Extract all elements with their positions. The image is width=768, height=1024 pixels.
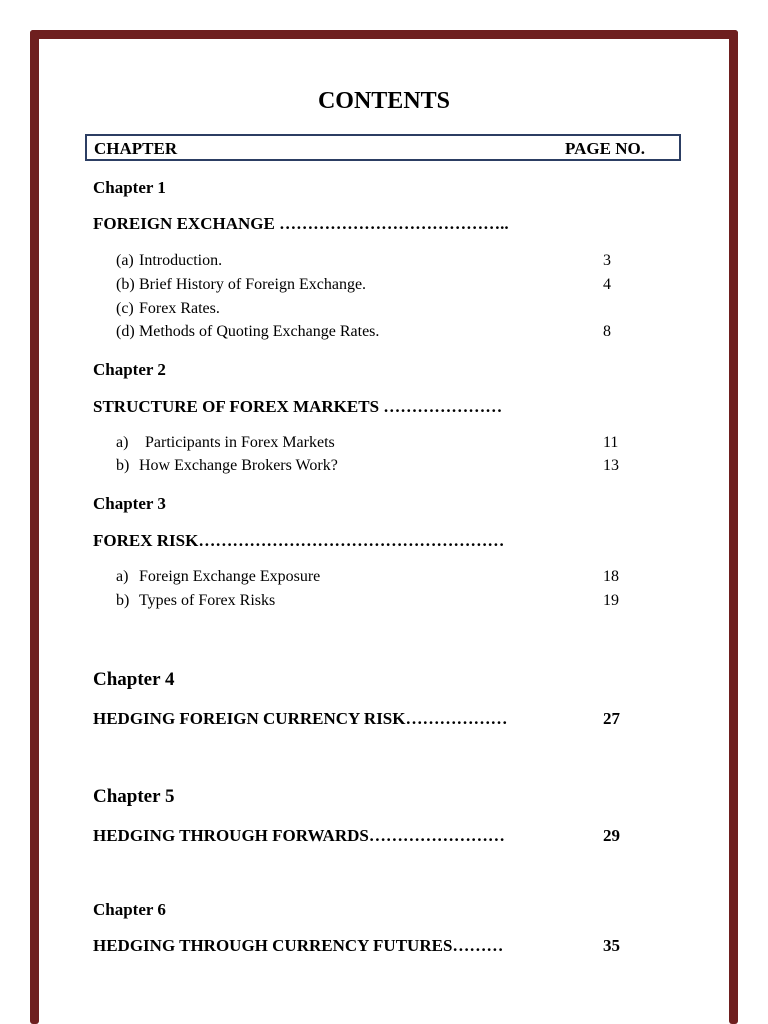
page-border-top — [30, 30, 738, 39]
chapter-5-page: 29 — [603, 826, 620, 845]
toc-item-marker: a) — [116, 568, 129, 585]
toc-item-marker: (a) — [116, 252, 134, 269]
toc-item-page: 13 — [603, 457, 619, 474]
toc-item-marker: (d) — [116, 323, 135, 340]
chapter-4-page: 27 — [603, 709, 620, 728]
page-title: CONTENTS — [317, 88, 451, 114]
chapter-4-title: HEDGING FOREIGN CURRENCY RISK……………… — [93, 709, 508, 728]
chapter-2-heading: Chapter 2 — [93, 360, 166, 379]
page-number-column-header: PAGE NO. — [565, 139, 645, 158]
toc-item-text: How Exchange Brokers Work? — [139, 457, 338, 474]
toc-item-marker: b) — [116, 457, 130, 474]
toc-item-marker: a) — [116, 434, 129, 451]
toc-item-text: Brief History of Foreign Exchange. — [139, 276, 367, 293]
chapter-5-heading: Chapter 5 — [93, 786, 175, 807]
chapter-6-heading: Chapter 6 — [93, 900, 166, 919]
toc-item-page: 3 — [603, 252, 611, 269]
contents-header-box — [85, 134, 681, 161]
toc-item-marker: (c) — [116, 300, 134, 317]
toc-item-page: 18 — [603, 568, 619, 585]
toc-item-text: Types of Forex Risks — [139, 592, 276, 609]
chapter-4-heading: Chapter 4 — [93, 669, 175, 690]
chapter-3-heading: Chapter 3 — [93, 494, 166, 513]
toc-item-page: 8 — [603, 323, 611, 340]
toc-item-marker: (b) — [116, 276, 135, 293]
toc-item-text: Introduction. — [139, 252, 223, 269]
toc-item-page: 4 — [603, 276, 611, 293]
chapter-2-title: STRUCTURE OF FOREX MARKETS ………………… — [93, 397, 503, 416]
chapter-6-page: 35 — [603, 936, 620, 955]
chapter-3-title: FOREX RISK……………………………………………… — [93, 531, 505, 550]
toc-item-text: Forex Rates. — [139, 300, 220, 317]
chapter-5-title: HEDGING THROUGH FORWARDS…………………… — [93, 826, 505, 845]
page-border-right — [729, 30, 738, 1024]
chapter-1-title: FOREIGN EXCHANGE ………………………………….. — [93, 214, 509, 233]
toc-item-page: 19 — [603, 592, 619, 609]
chapter-column-header: CHAPTER — [94, 139, 178, 158]
toc-item-text: Foreign Exchange Exposure — [139, 568, 321, 585]
toc-item-page: 11 — [603, 434, 619, 451]
chapter-6-title: HEDGING THROUGH CURRENCY FUTURES……… — [93, 936, 504, 955]
chapter-1-heading: Chapter 1 — [93, 178, 166, 197]
toc-item-text: Participants in Forex Markets — [145, 434, 335, 451]
page-border-left — [30, 30, 39, 1024]
toc-item-text: Methods of Quoting Exchange Rates. — [139, 323, 380, 340]
toc-item-marker: b) — [116, 592, 130, 609]
